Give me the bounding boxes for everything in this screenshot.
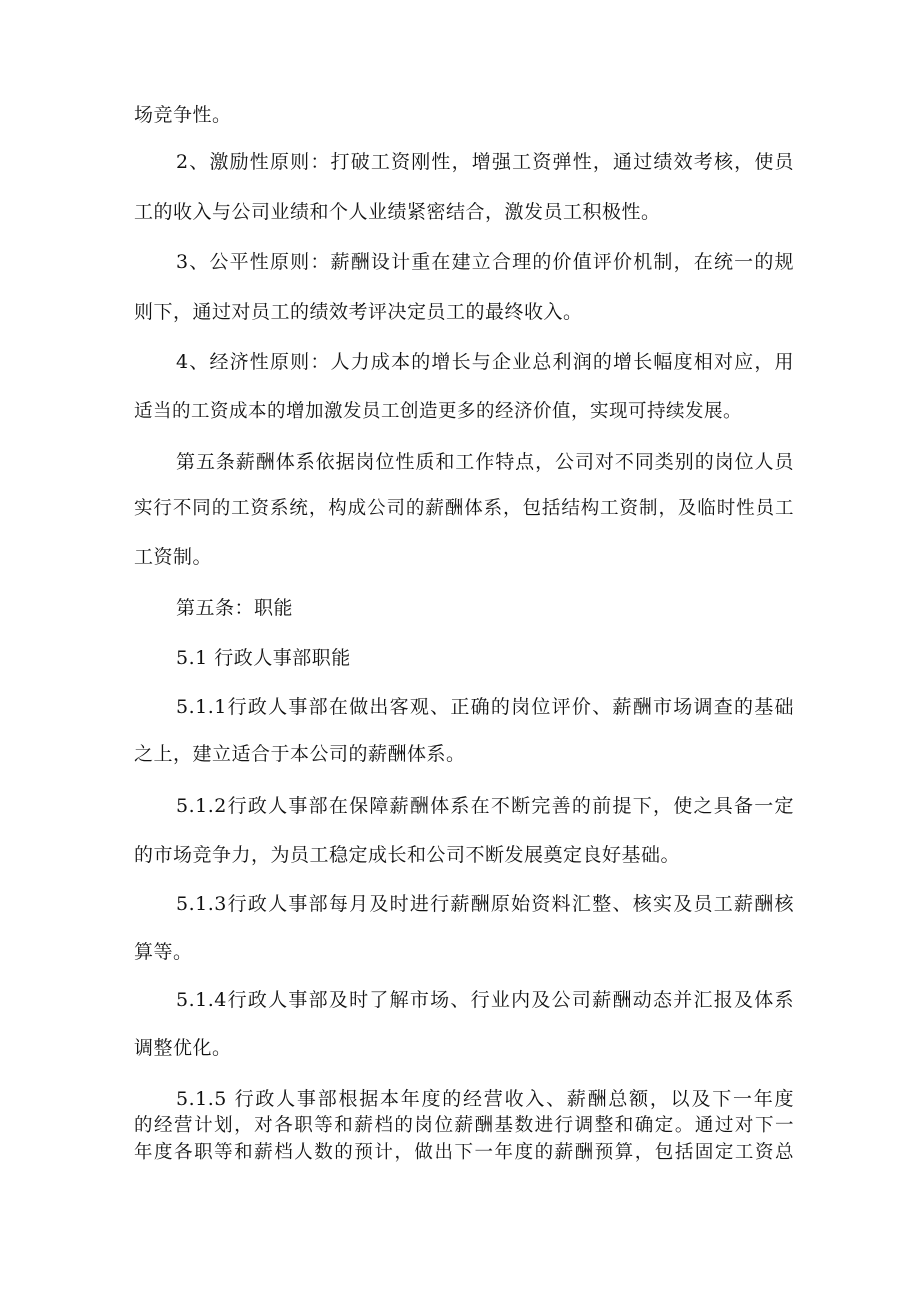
section-heading: 第五条：职能: [176, 597, 294, 619]
paragraph-line: 实行不同的工资系统，构成公司的薪酬体系，包括结构工资制，及临时性员工: [134, 498, 794, 519]
paragraph-line: 3、公平性原则：薪酬设计重在建立合理的价值评价机制，在统一的规: [176, 251, 794, 273]
paragraph-line: 2、激励性原则：打破工资刚性，增强工资弹性，通过绩效考核，使员: [176, 151, 794, 173]
paragraph-line: 则下，通过对员工的绩效考评决定员工的最终收入。: [134, 301, 583, 323]
paragraph-line: 工的收入与公司业绩和个人业绩紧密结合，激发员工积极性。: [134, 201, 661, 223]
paragraph-line: 场竞争性。: [134, 104, 232, 126]
paragraph-line: 5.1.5 行政人事部根据本年度的经营收入、薪酬总额，以及下一年度: [176, 1088, 794, 1110]
paragraph-line: 的市场竞争力，为员工稳定成长和公司不断发展奠定良好基础。: [134, 844, 681, 866]
paragraph-line: 5.1.2行政人事部在保障薪酬体系在不断完善的前提下，使之具备一定: [176, 795, 794, 817]
paragraph-line: 工资制。: [134, 546, 213, 568]
paragraph-line: 年度各职等和薪档人数的预计，做出下一年度的薪酬预算，包括固定工资总: [134, 1142, 794, 1163]
paragraph-line: 5.1.1行政人事部在做出客观、正确的岗位评价、薪酬市场调查的基础: [176, 696, 794, 718]
subsection-heading: 5.1 行政人事部职能: [176, 647, 351, 669]
paragraph-line: 之上，建立适合于本公司的薪酬体系。: [134, 743, 466, 765]
paragraph-line: 适当的工资成本的增加激发员工创造更多的经济价值，实现可持续发展。: [134, 401, 743, 422]
paragraph-line: 算等。: [134, 941, 193, 963]
paragraph-line: 第五条薪酬体系依据岗位性质和工作特点，公司对不同类别的岗位人员: [176, 451, 794, 473]
paragraph-line: 的经营计划，对各职等和薪档的岗位薪酬基数进行调整和确定。通过对下一: [134, 1115, 794, 1136]
paragraph-line: 调整优化。: [134, 1037, 232, 1059]
paragraph-line: 5.1.4行政人事部及时了解市场、行业内及公司薪酬动态并汇报及体系: [176, 989, 794, 1011]
paragraph-line: 5.1.3行政人事部每月及时进行薪酬原始资料汇整、核实及员工薪酬核: [176, 893, 794, 915]
paragraph-line: 4、经济性原则：人力成本的增长与企业总利润的增长幅度相对应，用: [176, 351, 794, 373]
